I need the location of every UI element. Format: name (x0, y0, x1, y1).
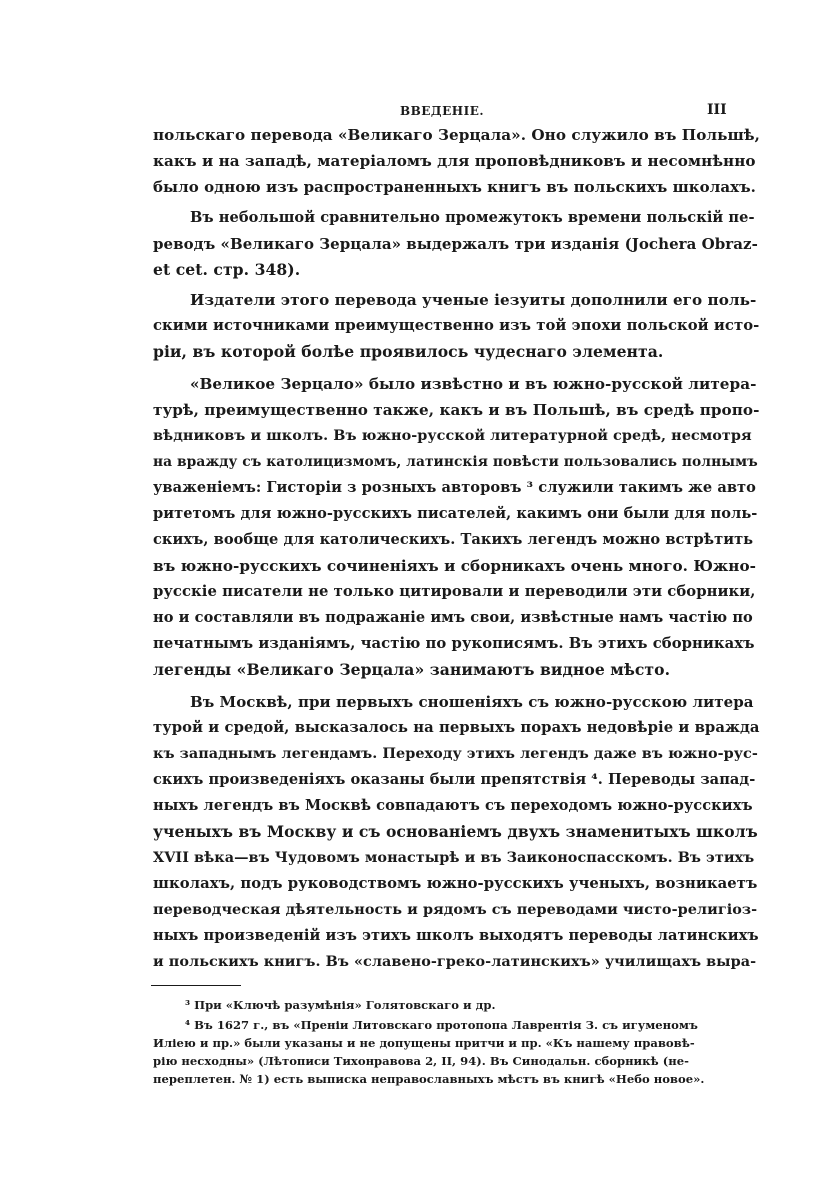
body-line: ритетомъ для южно-русскихъ писателей, какимъ они были для поль- (153, 505, 758, 522)
body-line: ріи, въ которой болѣе проявилось чудеснаго элемента. (153, 342, 664, 361)
body-line: ученыхъ въ Москву и съ основаніемъ двухъ знаменитыхъ школъ (153, 822, 758, 841)
body-line: скихъ, вообще для католическихъ. Такихъ легендъ можно встрѣтить (153, 531, 754, 548)
body-line: какъ и на западѣ, матеріаломъ для проповѣдниковъ и несомнѣнно (153, 152, 756, 170)
body-line: было одною изъ распространенныхъ книгъ въ польскихъ школахъ. (153, 178, 756, 196)
body-line: легенды «Великаго Зерцала» занимаютъ видное мѣсто. (153, 660, 671, 679)
footnote-line: переплетен. № 1) есть выписка неправославныхъ мѣстъ въ книгѣ «Небо новое». (153, 1072, 705, 1086)
footnote-line: ⁴ Въ 1627 г., въ «Преніи Литовскаго протопопа Лаврентія З. съ игуменомъ (185, 1018, 698, 1032)
body-line: и польскихъ книгъ. Въ «славено-греко-латинскихъ» училищахъ выра- (153, 953, 757, 970)
body-line: турой и средой, высказалось на первыхъ порахъ недовѣріе и вражда (153, 719, 760, 736)
footnote-line: ³ При «Ключѣ разумѣнія» Голятовскаго и др. (185, 998, 496, 1012)
body-line: турѣ, преимущественно также, какъ и въ Польшѣ, въ средѣ пропо- (153, 401, 760, 419)
footnote-line: рію несходны» (Лѣтописи Тихонравова 2, II, 94). Въ Синодальн. сборникѣ (не- (153, 1054, 689, 1068)
body-line: но и составляли въ подражаніе имъ свои, извѣстные намъ частію по (153, 609, 753, 626)
body-line: «Великое Зерцало» было извѣстно и въ южно-русской литера- (190, 375, 757, 393)
body-line: польскаго перевода «Великаго Зерцала». Оно служило въ Польшѣ, (153, 126, 760, 144)
body-line: et cet. стр. 348). (153, 260, 301, 279)
body-line: реводъ «Великаго Зерцала» выдержалъ три изданія (Jochera Obraz- (153, 235, 758, 253)
footnote-line: Иліею и пр.» были указаны и не допущены притчи и пр. «Къ нашему правовѣ- (153, 1036, 695, 1050)
body-line: переводческая дѣятельность и рядомъ съ переводами чисто-религіоз- (153, 901, 758, 918)
body-line: Въ небольшой сравнительно промежутокъ времени польскій пе- (190, 209, 755, 226)
footnote-divider (151, 985, 241, 986)
body-line: школахъ, подъ руководствомъ южно-русскихъ ученыхъ, возникаетъ (153, 875, 758, 892)
body-line: XVII вѣка—въ Чудовомъ монастырѣ и въ Заиконоспасскомъ. Въ этихъ (153, 849, 755, 866)
body-line: Въ Москвѣ, при первыхъ сношеніяхъ съ южно-русскою литера (190, 693, 754, 711)
body-line: Издатели этого перевода ученые іезуиты дополнили его поль- (190, 291, 757, 309)
body-line: вѣдниковъ и школъ. Въ южно-русской литературной средѣ, несмотря (153, 427, 752, 444)
body-line: уваженіемъ: Гисторіи з розныхъ авторовъ ³ служили такимъ же авто (153, 479, 756, 496)
body-line: печатнымъ изданіямъ, частію по рукописямъ. Въ этихъ сборникахъ (153, 635, 755, 652)
running-head: ВВЕДЕНІЕ. (400, 104, 485, 118)
body-line: скими источниками преимущественно изъ той эпохи польской исто- (153, 317, 760, 334)
body-line: на вражду съ католицизмомъ, латинскія повѣсти пользовались полнымъ (153, 454, 758, 470)
body-line: скихъ произведеніяхъ оказаны были препятствія ⁴. Переводы запад- (153, 771, 756, 788)
body-line: въ южно-русскихъ сочиненіяхъ и сборникахъ очень много. Южно- (153, 557, 757, 575)
body-line: русскіе писатели не только цитировали и переводили эти сборники, (153, 583, 756, 600)
body-line: ныхъ произведеній изъ этихъ школъ выходятъ переводы латинскихъ (153, 927, 759, 944)
page-number: III (707, 102, 727, 118)
body-line: ныхъ легендъ въ Москвѣ совпадаютъ съ переходомъ южно-русскихъ (153, 797, 753, 814)
body-line: къ западнымъ легендамъ. Переходу этихъ легендъ даже въ южно-рус- (153, 745, 758, 762)
